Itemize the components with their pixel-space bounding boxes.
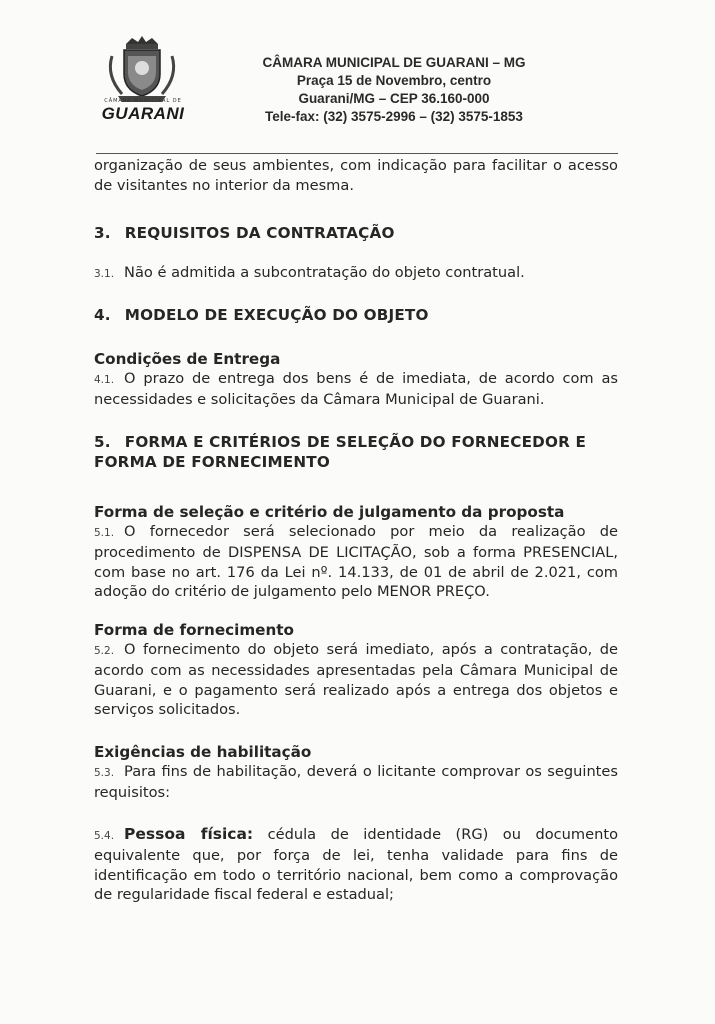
item-5-1 [94,522,618,602]
section-4-subtitle: Condições de Entrega [94,349,281,368]
section-number: 5. [94,432,111,451]
section-5-subtitle-selection: Forma de seleção e critério de julgamento da proposta [94,502,565,521]
item-5-4 [94,825,618,905]
item-text: Não é admitida a subcontratação do objeto contratual. [124,264,525,281]
section-5-heading [94,432,618,472]
section-title: REQUISITOS DA CONTRATAÇÃO [124,224,395,242]
section-title: MODELO DE EXECUÇÃO DO OBJETO [124,305,429,324]
letterhead-street: Praça 15 de Novembro, centro [296,73,492,88]
section-5-subtitle-qualification: Exigências de habilitação [94,742,312,761]
item-text: O prazo de entrega dos bens é de imediata, de acordo com as necessidades e solicitações da Câmara Municipal de Guarani. [94,369,618,408]
letterhead-address [234,54,554,126]
letterhead-city: Guarani/MG – CEP 36.160-000 [298,91,490,106]
item-text: Para fins de habilitação, deverá o licitante comprovar os seguintes requisitos: [94,762,618,801]
section-3-heading [94,223,618,243]
section-title: FORMA E CRITÉRIOS DE SELEÇÃO DO FORNECEDOR E FORMA DE FORNECIMENTO [94,432,587,471]
document-body [94,150,618,905]
coat-of-arms-icon [96,36,188,106]
item-bold-lead: Pessoa física: [124,824,254,843]
coat-of-arms-logo [96,36,188,128]
section-number: 4. [94,305,111,324]
item-number: 5.2. [94,644,115,657]
logo-wordmark: GUARANI [101,104,185,123]
item-number: 4.1. [94,373,115,386]
item-5-3 [94,762,618,803]
intro-paragraph: organização de seus ambientes, com indicação para facilitar o acesso de visitantes no interior da mesma. [94,157,618,194]
item-3-1 [94,263,618,285]
letterhead-phone: Tele-fax: (32) 3575-2996 – (32) 3575-1853 [265,109,523,124]
item-5-2 [94,640,618,720]
letterhead [96,36,576,131]
letterhead-title: CÂMARA MUNICIPAL DE GUARANI – MG [262,55,526,70]
item-text: O fornecimento do objeto será imediato, após a contratação, de acordo com as necessidades apresentadas pela Câmara Municipal de Guarani, e o pagamento será realizado após a entrega dos objetos e serviços solicitados. [94,640,618,718]
item-number: 3.1. [94,268,115,280]
item-number: 5.1. [94,526,115,539]
item-number: 5.4. [94,829,115,842]
section-number: 3. [94,224,111,242]
item-4-1 [94,369,618,410]
item-text: O fornecedor será selecionado por meio da realização de procedimento de DISPENSA DE LICITAÇÃO, sob a forma PRESENCIAL, com base no art. 176 da Lei nº. 14.133, de 01 de abril de 2.021, com adoção do critério de julgamento pelo MENOR PREÇO. [94,522,618,600]
section-5-subtitle-supply: Forma de fornecimento [94,620,294,639]
item-number: 5.3. [94,766,115,779]
item-text: cédula de identidade (RG) ou documento equivalente que, por força de lei, tenha validade para fins de identificação em todo o território nacional, bem como a comprovação de regularidade fiscal federal e estadual; [94,825,619,903]
logo-subtext: CÂMARA MUNICIPAL DE [104,98,182,104]
section-4-heading [94,305,618,325]
